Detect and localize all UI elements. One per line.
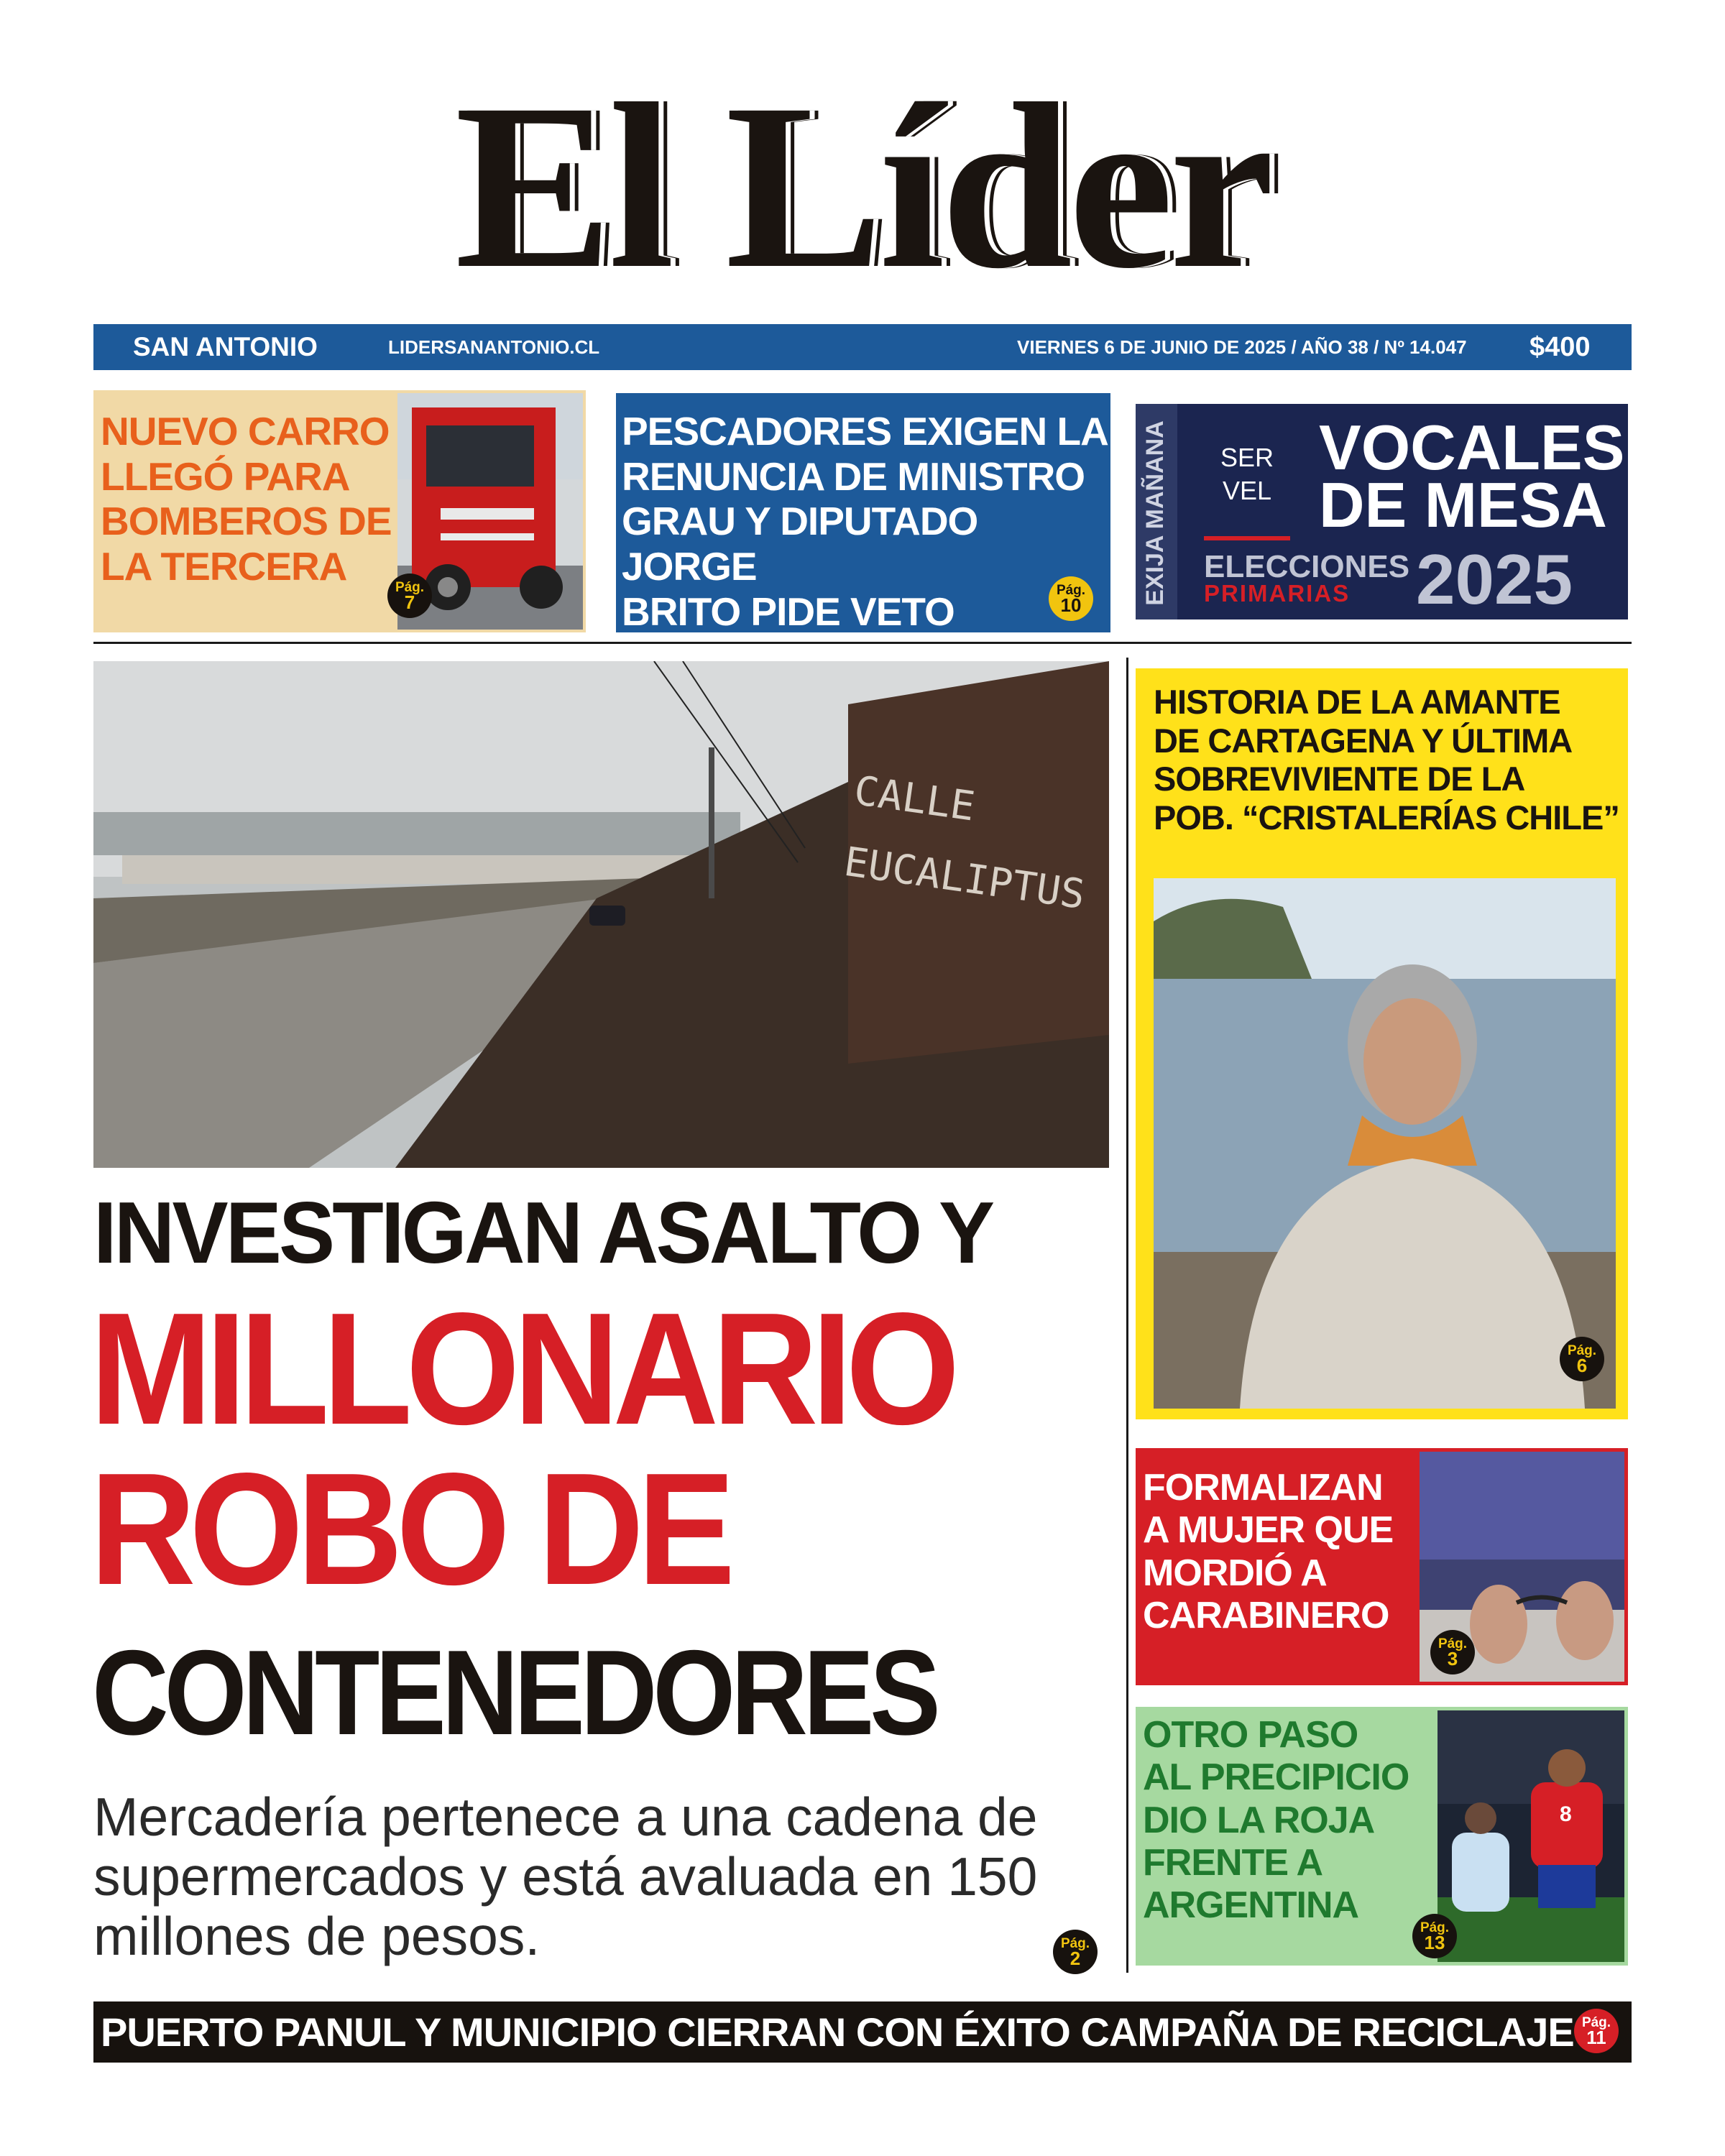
page-badge-6: Pág. 6: [1560, 1337, 1604, 1381]
date-issue: VIERNES 6 DE JUNIO DE 2025 / AÑO 38 / Nº 14.047: [1017, 336, 1467, 358]
football-photo: [1438, 1710, 1624, 1962]
side-story-formalizan[interactable]: [1136, 1448, 1628, 1685]
teaser-bomberos[interactable]: [93, 390, 586, 632]
football-players-illustration: [1438, 1710, 1624, 1962]
website-link[interactable]: LIDERSANANTONIO.CL: [388, 336, 600, 358]
page-badge-7: Pág. 7: [387, 573, 432, 618]
jersey-number: 8: [1560, 1802, 1572, 1826]
teaser-bomberos-text: NUEVO CARRO LLEGÓ PARA BOMBEROS DE LA TERCERA: [101, 409, 392, 589]
servel-year: 2025: [1416, 540, 1573, 619]
price: $400: [1530, 332, 1591, 362]
woman-portrait-photo: [1154, 878, 1616, 1409]
headline-line-3: ROBO DE: [90, 1440, 729, 1618]
bottom-bar[interactable]: [93, 2001, 1632, 2063]
la-roja-text: OTRO PASO AL PRECIPICIO DIO LA ROJA FRENTE A ARGENTINA: [1143, 1714, 1409, 1927]
city-label: SAN ANTONIO: [133, 332, 318, 361]
servel-logo: SER VEL: [1204, 433, 1290, 540]
side-story-historia[interactable]: [1136, 668, 1628, 1419]
bottom-bar-text: PUERTO PANUL Y MUNICIPIO CIERRAN CON ÉXITO CAMPAÑA DE RECICLAJE: [101, 2009, 1574, 2055]
page-badge-3: Pág. 3: [1430, 1630, 1475, 1674]
formalizan-text: FORMALIZAN A MUJER QUE MORDIÓ A CARABINERO: [1143, 1467, 1394, 1636]
street-sign-text: CALLE EUCALIPTUS: [841, 767, 1088, 919]
top-divider: [93, 642, 1632, 644]
headline-line-1: INVESTIGAN ASALTO Y: [93, 1184, 993, 1281]
servel-primarias: PRIMARIAS: [1204, 580, 1351, 607]
main-story-deck: Mercadería pertenece a una cadena de supermercados y está avaluada en 150 millones de pesos.: [93, 1787, 1038, 1966]
teaser-pescadores[interactable]: [616, 393, 1110, 632]
road-fence-illustration: [93, 661, 1109, 1168]
page-badge-2: Pág. 2: [1053, 1930, 1098, 1974]
servel-ad[interactable]: [1136, 404, 1628, 619]
servel-title-1: VOCALES: [1319, 412, 1625, 483]
page-badge-13: Pág. 13: [1412, 1914, 1457, 1958]
servel-title-2: DE MESA: [1319, 469, 1607, 540]
column-divider: [1126, 658, 1128, 1973]
page-badge-10: Pág. 10: [1049, 576, 1093, 621]
headline-line-4: CONTENEDORES: [92, 1625, 937, 1760]
info-bar: [93, 324, 1632, 370]
teaser-pescadores-text: PESCADORES EXIGEN LA RENUNCIA DE MINISTRO GRAU Y DIPUTADO JORGE BRITO PIDE VETO: [622, 409, 1108, 634]
portrait-illustration: [1154, 878, 1616, 1409]
side-story-la-roja[interactable]: [1136, 1707, 1628, 1966]
page-badge-11: Pág. 11: [1574, 2009, 1619, 2053]
masthead-title: El Líder: [454, 55, 1271, 318]
servel-side-text: EXIJA MAÑANA: [1141, 420, 1169, 606]
headline-line-2: MILLONARIO: [90, 1280, 954, 1458]
servel-elecciones: ELECCIONES: [1204, 549, 1410, 584]
historia-text: HISTORIA DE LA AMANTE DE CARTAGENA Y ÚLTIMA SOBREVIVIENTE DE LA POB. “CRISTALERÍAS CHILE”: [1154, 683, 1619, 837]
main-story-photo: [93, 661, 1109, 1168]
